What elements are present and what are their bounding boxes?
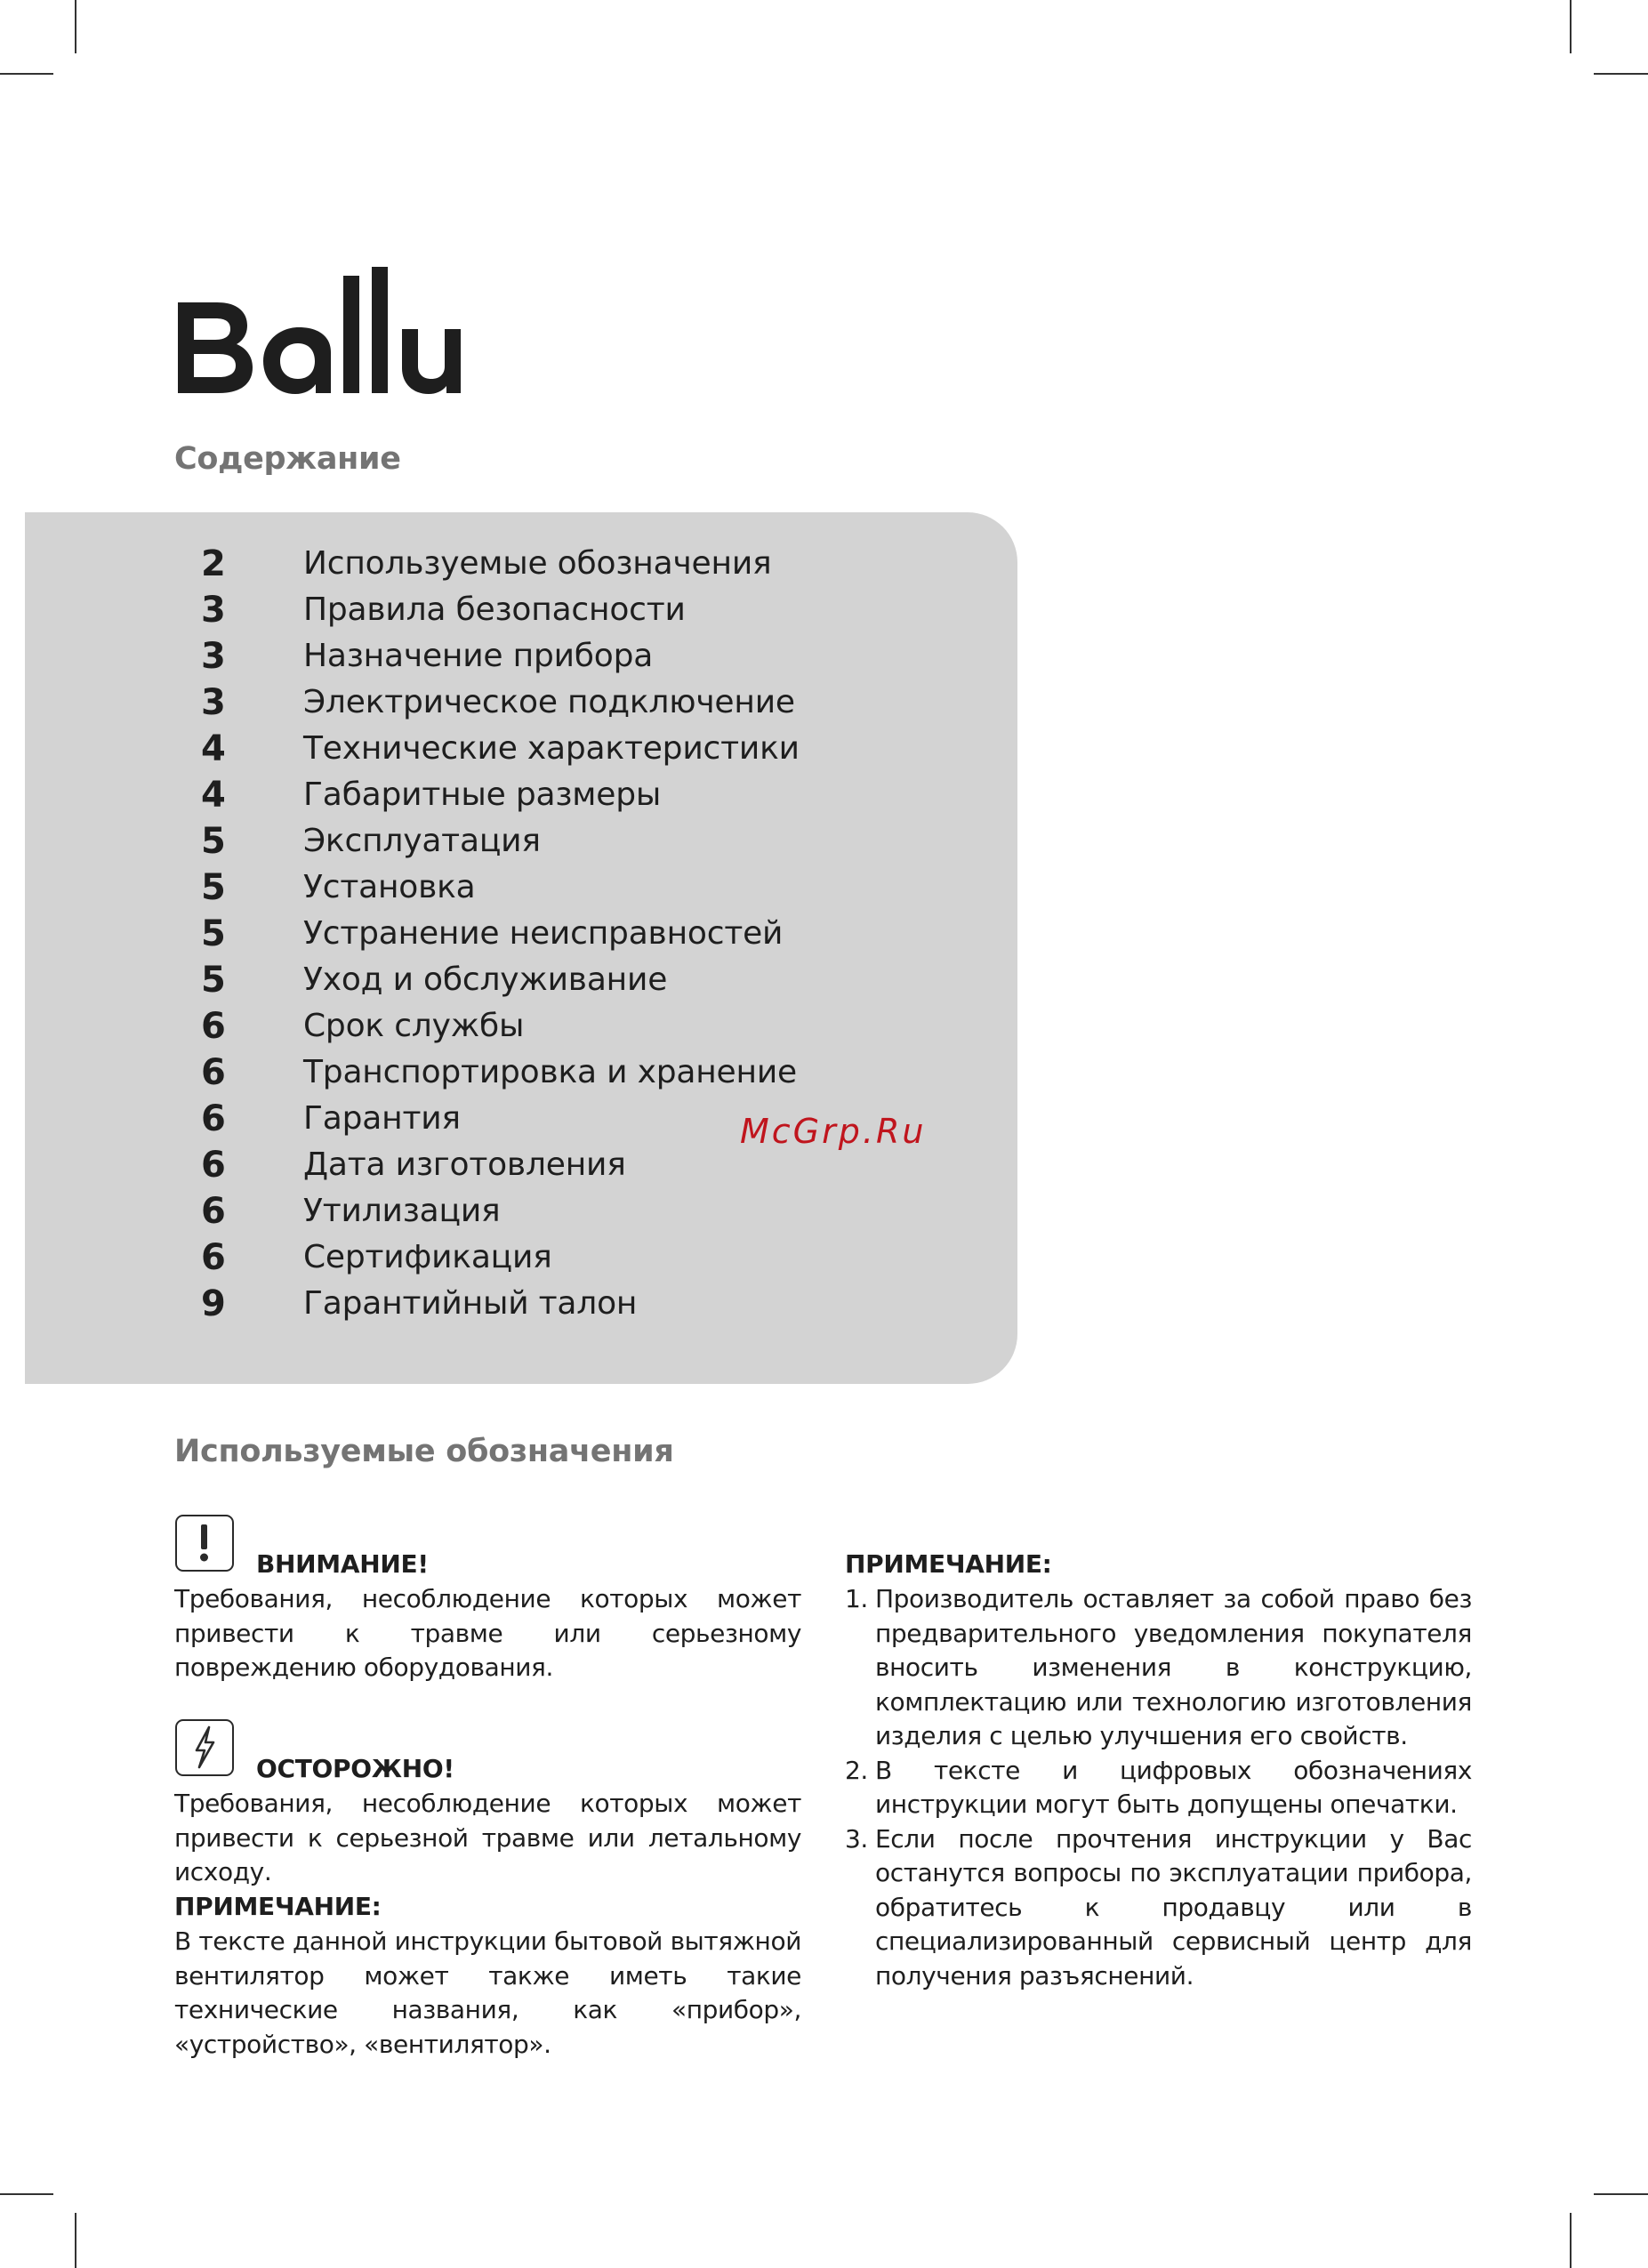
list-item: [845, 1822, 1472, 1994]
toc-row[interactable]: [25, 726, 1017, 772]
symbols-title: Используемые обозначения: [174, 1434, 674, 1469]
toc-row[interactable]: [25, 957, 1017, 1003]
toc-page: 6: [201, 1006, 226, 1047]
toc-label: Установка: [303, 869, 476, 905]
toc-row[interactable]: [25, 1188, 1017, 1235]
toc-row[interactable]: [25, 1281, 1017, 1327]
toc-row[interactable]: [25, 1003, 1017, 1050]
toc-label: Габаритные размеры: [303, 776, 662, 813]
note-right-list: [845, 1582, 1472, 1993]
contents-panel: [25, 512, 1017, 1384]
toc-label: Гарантия: [303, 1100, 461, 1137]
toc-page: 3: [201, 636, 226, 677]
toc-page: 9: [201, 1283, 226, 1324]
toc-page: 6: [201, 1237, 226, 1278]
toc-page: 4: [201, 775, 226, 816]
toc-label: Устранение неисправностей: [303, 915, 784, 952]
crop-mark: [0, 73, 53, 75]
list-item-number: 2.: [845, 1755, 868, 1785]
toc-page: 3: [201, 590, 226, 631]
toc-row[interactable]: [25, 680, 1017, 726]
caution-text: Требования, несоблюдение которых может привести к серьезной травме или летальному исходу.: [174, 1789, 801, 1886]
crop-mark: [75, 0, 76, 53]
note-left-heading: ПРИМЕЧАНИЕ:: [174, 1892, 382, 1921]
toc-label: Электрическое подключение: [303, 684, 795, 720]
toc-label: Используемые обозначения: [303, 545, 772, 582]
list-item: [845, 1754, 1472, 1822]
toc-page: 5: [201, 821, 226, 862]
toc-row[interactable]: [25, 1050, 1017, 1096]
toc-page: 4: [201, 728, 226, 769]
crop-mark: [1594, 2193, 1648, 2195]
toc-label: Технические характеристики: [303, 730, 800, 767]
toc-label: Уход и обслуживание: [303, 961, 668, 998]
crop-mark: [1570, 2213, 1572, 2268]
toc-label: Дата изготовления: [303, 1146, 626, 1183]
toc-page: 5: [201, 867, 226, 908]
ballu-logo: [174, 267, 468, 400]
toc-label: Эксплуатация: [303, 823, 541, 859]
attention-heading: ВНИМАНИЕ!: [256, 1549, 429, 1579]
list-item-text: В тексте и цифровых обозначениях инструкции могут быть допущены опечатки.: [875, 1755, 1472, 1819]
list-item-number: 3.: [845, 1823, 868, 1854]
toc-label: Сертификация: [303, 1239, 552, 1275]
toc-row[interactable]: [25, 587, 1017, 633]
toc-page: 3: [201, 682, 226, 723]
toc-row[interactable]: [25, 865, 1017, 911]
toc-row[interactable]: [25, 772, 1017, 818]
crop-mark: [75, 2213, 76, 2268]
list-item-text: Производитель оставляет за собой право без предварительного уведомления покупателя вносить изменения в конструкцию, комплектацию или технологию изготовления изделия с целью улучшения его свойств.: [875, 1584, 1472, 1750]
note-left-text: В тексте данной инструкции бытовой вытяжной вентилятор может также иметь такие технические названия, как «прибор», «устройство», «вентилятор».: [174, 1926, 801, 2059]
list-item-text: Если после прочтения инструкции у Вас останутся вопросы по эксплуатации прибора, обратитесь к продавцу или в специализированный сервисный центр для получения разъяснений.: [875, 1823, 1472, 1991]
toc-row[interactable]: [25, 911, 1017, 957]
note-right-heading: ПРИМЕЧАНИЕ:: [845, 1549, 1052, 1579]
crop-mark: [1594, 73, 1648, 75]
contents-title: Содержание: [174, 441, 401, 477]
toc-label: Назначение прибора: [303, 638, 654, 674]
lightning-icon: [175, 1719, 234, 1776]
toc-page: 6: [201, 1191, 226, 1232]
toc-page: 2: [201, 543, 226, 584]
toc-row[interactable]: [25, 1235, 1017, 1281]
list-item: [845, 1582, 1472, 1754]
toc-label: Срок службы: [303, 1008, 525, 1044]
list-item-number: 1.: [845, 1584, 868, 1613]
toc-row[interactable]: [25, 818, 1017, 865]
caution-heading: ОСТОРОЖНО!: [256, 1754, 454, 1783]
toc-label: Гарантийный талон: [303, 1285, 638, 1322]
toc-page: 6: [201, 1052, 226, 1093]
toc-page: 6: [201, 1145, 226, 1186]
watermark-link[interactable]: McGrp.Ru: [740, 1112, 927, 1151]
toc-page: 5: [201, 913, 226, 954]
crop-mark: [0, 2193, 53, 2195]
toc-label: Транспортировка и хранение: [303, 1054, 797, 1090]
toc-page: 6: [201, 1098, 226, 1139]
toc-label: Правила безопасности: [303, 591, 686, 628]
exclamation-icon: [175, 1515, 234, 1572]
toc-row[interactable]: [25, 633, 1017, 680]
attention-text: Требования, несоблюдение которых может привести к травме или серьезному повреждению оборудования.: [174, 1584, 801, 1682]
toc-row[interactable]: [25, 541, 1017, 587]
toc-page: 5: [201, 960, 226, 1001]
toc-label: Утилизация: [303, 1193, 501, 1229]
crop-mark: [1570, 0, 1572, 53]
